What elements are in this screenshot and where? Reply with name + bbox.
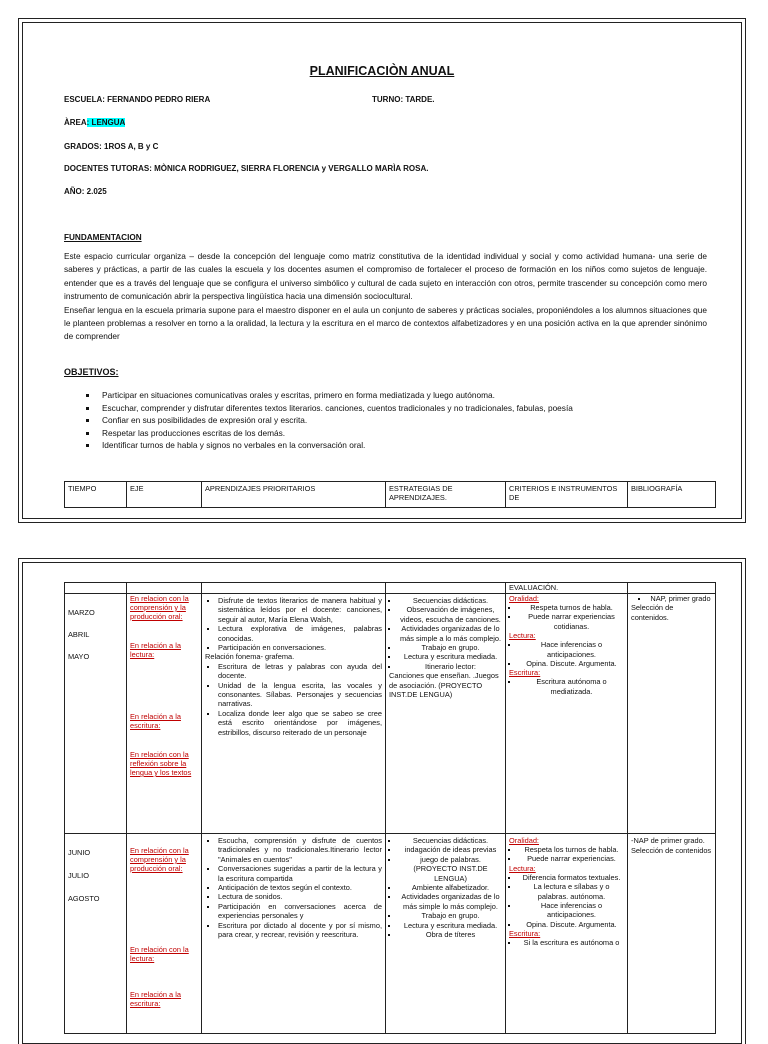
list-item: ▪ Localiza donde leer algo que se sabeo se cree está escrito orientándose por imágenes, estribillos, discurso reiterado de un personaje: [218, 709, 382, 737]
lectura-label: Lectura:: [509, 863, 536, 873]
list-item: ▪ Escritura de letras y palabras con ayuda del docente.: [218, 662, 382, 681]
list-item: ▪ Secuencias didácticas.: [399, 596, 502, 605]
list-item: ▪ Hace inferencias o anticipaciones.: [519, 901, 624, 920]
list-item: ▪ Participación en conversaciones acerca de experiencias personales y: [218, 902, 382, 921]
oralidad-label: Oralidad:: [509, 836, 539, 845]
escritura-label: Escritura:: [509, 668, 541, 678]
eje-label: En relación con la comprensión y la producción oral:: [130, 846, 189, 873]
shift: TURNO: TARDE.: [372, 95, 435, 104]
month: JULIO: [68, 871, 89, 880]
bibliografia-text: -NAP de primer grado. Selección de contenidos: [631, 836, 712, 855]
list-item: ▪ La lectura e sílabas y o palabras. autónoma.: [519, 882, 624, 901]
list-item: ▪ NAP, primer grado: [649, 594, 712, 603]
fundamentacion-heading: FUNDAMENTACION: [64, 233, 142, 242]
list-item: ▪ Lectura y escritura mediada.: [399, 652, 502, 661]
list-item: ▪ Actividades organizadas de lo más simple a lo más complejo.: [399, 624, 502, 643]
objetivo-item: ▪ Identificar turnos de habla y signos no verbales en la conversación oral.: [98, 439, 748, 452]
month: MAYO: [68, 652, 90, 661]
eje-cell: [127, 834, 202, 1034]
list-item: ▪ Respeta los turnos de habla.: [519, 845, 624, 854]
list-item: ▪ Si la escritura es autónoma o: [519, 938, 624, 947]
list-item: ▪ Actividades organizadas de lo más simple lo más complejo.: [399, 892, 502, 911]
lectura-label: Lectura:: [509, 631, 536, 641]
eje-label: En relación con la lectura:: [130, 945, 189, 963]
list-item: ▪ Hace inferencias o anticipaciones.: [519, 640, 624, 659]
bibliografia-cell: [628, 594, 716, 834]
school-name: ESCUELA: FERNANDO PEDRO RIERA: [64, 95, 211, 104]
page-one: [22, 22, 742, 519]
objetivos-list: [64, 389, 748, 452]
fundamentacion-text: [64, 250, 707, 344]
eje-label: En relación a la escritura:: [130, 990, 181, 1008]
objetivo-item: ▪ Respetar las producciones escritas de los demás.: [98, 427, 748, 440]
header-tiempo: TIEMPO: [65, 482, 127, 508]
estrategias-cell: [386, 834, 506, 1034]
list-item: ▪ Lectura de sonidos.: [218, 892, 382, 901]
estrategias-cell: [386, 594, 506, 834]
time-cell: [65, 834, 127, 1034]
list-item: ▪ Escucha, comprensión y disfrute de cuentos tradicionales y no tradicionales.Itinerario lector "Animales en cuentos": [218, 836, 382, 864]
escritura-label: Escritura:: [509, 929, 541, 939]
list-item: ▪ Ambiente alfabetizador.: [399, 883, 502, 892]
aprendizajes-note: Relación fonema- grafema.: [205, 652, 295, 662]
area-prefix: ÀREA: [64, 118, 87, 127]
area-line: [64, 118, 125, 127]
criterios-cell: [506, 594, 628, 834]
table-row: [65, 834, 716, 1034]
objetivo-item: ▪ Confiar en sus posibilidades de expresión oral y escrita.: [98, 414, 748, 427]
objetivos-heading: OBJETIVOS:: [64, 367, 119, 377]
list-item: ▪ Anticipación de textos según el contexto.: [218, 883, 382, 892]
table-row: [65, 594, 716, 834]
header-criterios: CRITERIOS E INSTRUMENTOS DE: [506, 482, 628, 508]
list-item: ▪ Lectura y escritura mediada.: [399, 921, 502, 930]
month: AGOSTO: [68, 894, 100, 903]
month: MARZO: [68, 608, 95, 617]
grades: GRADOS: 1ROS A, B y C: [64, 142, 159, 151]
eje-label: En relación a la lectura:: [130, 641, 181, 659]
list-item: ▪ Escritura autónoma o mediatizada.: [519, 677, 624, 696]
eje-cell: [127, 594, 202, 834]
list-item: ▪ Diferencia formatos textuales.: [519, 873, 624, 882]
list-item: ▪ Respeta turnos de habla.: [519, 603, 624, 612]
list-item: ▪ Lectura explorativa de imágenes, palabras conocidas.: [218, 624, 382, 643]
list-item: ▪ Puede narrar experiencias.: [519, 854, 624, 863]
planning-table-header: [64, 481, 716, 508]
list-item: ▪ Opina. Discute. Argumenta.: [519, 659, 624, 668]
eje-label: En relación a la escritura:: [130, 712, 181, 730]
bibliografia-text: Selección de contenidos.: [631, 603, 674, 622]
list-item: ▪ Itinerario lector:: [399, 662, 502, 671]
list-item: ▪ Puede narrar experiencias cotidianas.: [519, 612, 624, 631]
teachers: DOCENTES TUTORAS: MÒNICA RODRIGUEZ, SIERRA FLORENCIA y VERGALLO MARÌA ROSA.: [64, 164, 429, 173]
list-item: ▪ Trabajo en grupo.: [399, 643, 502, 652]
list-item: ▪ Opina. Discute. Argumenta.: [519, 920, 624, 929]
header-evaluacion-continuation: EVALUACIÓN.: [506, 583, 628, 594]
eje-label: En relacion con la comprensión y la producción oral:: [130, 594, 189, 621]
header-bibliografia: BIBLIOGRAFÍA: [628, 482, 716, 508]
list-item: ▪ Conversaciones sugeridas a partir de la lectura y la escritura compartida: [218, 864, 382, 883]
fundamentacion-paragraph-1: Este espacio curricular organiza – desde la concepción del lenguaje como matriz constitutiva de la identidad individual y social y como actividad humana- una serie de saberes y prácticas, a partir de las cuales la escuela y los docentes asumen el compromiso de fortalecer el proceso de formación en los niños como sujetos de lenguaje. entender que es a través del lenguaje que se configura el universo simbólico y cultural de cada sujeto en interacción con otros, permite trascender su concepción como mero instrumento de comunicación abrir la perspectiva lingüística hacia una dimensión sociocultural.: [64, 251, 707, 302]
page-two: [22, 562, 742, 1044]
list-item: ▪ Observación de imágenes, videos, escucha de canciones.: [399, 605, 502, 624]
list-item: ▪ Disfrute de textos literarios de manera habitual y sistemática leídos por el docente: canciones, seguir al autor, María Elena Walsh,: [218, 596, 382, 624]
objetivo-item: ▪ Participar en situaciones comunicativas orales y escritas, primero en forma mediatizada y luego autónoma.: [98, 389, 748, 402]
year: AÑO: 2.025: [64, 187, 107, 196]
area-value: : LENGUA: [86, 118, 126, 127]
aprendizajes-cell: [202, 834, 386, 1034]
list-item: ▪ indagación de ideas previas: [399, 845, 502, 854]
criterios-cell: [506, 834, 628, 1034]
header-eje: EJE: [127, 482, 202, 508]
list-item: ▪ juego de palabras. (PROYECTO INST.DE LENGUA): [399, 855, 502, 883]
list-item: ▪ Secuencias didácticas.: [399, 836, 502, 845]
aprendizajes-cell: [202, 594, 386, 834]
list-item: ▪ Unidad de la lengua escrita, las vocales y consonantes. Sílabas. Personajes y secuencias narrativas.: [218, 681, 382, 709]
list-item: ▪ Participación en conversaciones.: [218, 643, 382, 652]
month: ABRIL: [68, 630, 90, 639]
planning-table: [64, 582, 716, 1034]
eje-label: En relación con la reflexión sobre la lengua y los textos: [130, 750, 192, 777]
list-item: ▪ Escritura por dictado al docente y por sí mismo, para crear, y recrear, revisión y reescritura.: [218, 921, 382, 940]
objetivo-item: ▪ Escuchar, comprender y disfrutar diferentes textos literarios. canciones, cuentos tradicionales y no tradicionales, fabulas, poesía: [98, 402, 748, 415]
header-aprendizajes: APRENDIZAJES PRIORITARIOS: [202, 482, 386, 508]
oralidad-label: Oralidad:: [509, 594, 539, 603]
document-title: PLANIFICACIÒN ANUAL: [309, 64, 455, 78]
list-item: ▪ Obra de títeres: [399, 930, 502, 939]
fundamentacion-paragraph-2: Enseñar lengua en la escuela primaria supone para el maestro disponer en el aula un conjunto de saberes y prácticas sociales, proponiéndoles a los alumnos situaciones que le planteen problemas a resolver en torno a la oralidad, la lectura y la escritura en el marco de contextos alfabetizadores y en una posición activa en la que aprender sinónimo de comprender: [64, 304, 707, 342]
time-cell: [65, 594, 127, 834]
month: JUNIO: [68, 848, 91, 857]
list-item: ▪ Trabajo en grupo.: [399, 911, 502, 920]
header-estrategias: ESTRATEGIAS DE APRENDIZAJES.: [386, 482, 506, 508]
estrategias-extra: Canciones que enseñan. .Juegos de asociación. (PROYECTO INST.DE LENGUA): [389, 671, 499, 700]
bibliografia-cell: [628, 834, 716, 1034]
